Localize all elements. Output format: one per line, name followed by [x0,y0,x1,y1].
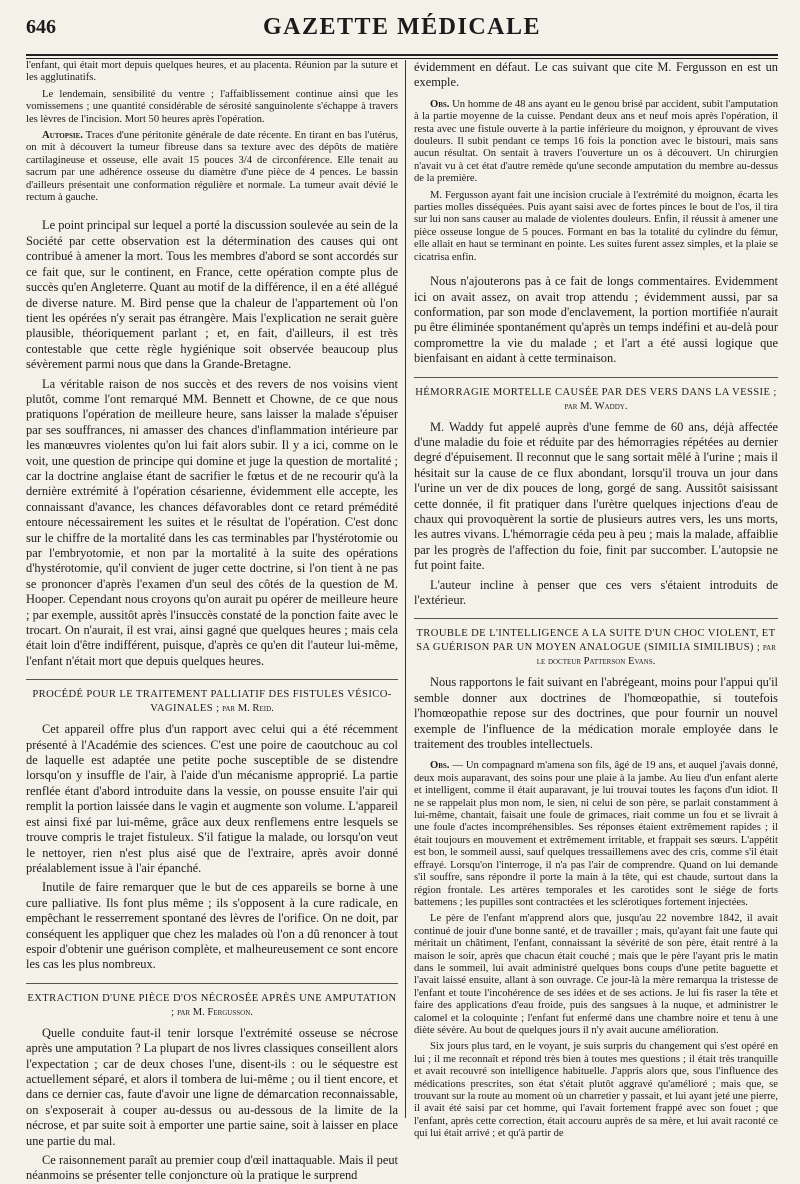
page-header [26,10,778,44]
paragraph: Le père de l'enfant m'apprend alors que, jusqu'au 22 novembre 1842, il avait continué de jouir d'une bonne santé, et de travailler ; mais, qu'ayant fait une faute qui méritait un châtiment, l'enfant, connaissant la sévérité de son père, était rentré à la maison le soir, après que chacun était couché ; mais que le père l'ayant pris le matin dans le sommeil, lui avait administré quelques bons coups d'une petite baguette et l'avait laissé ensuite, allant à son ouvrage. Ce jour-là la mère remarqua la tristesse de l'enfant et toute l'incohérence de ses idées et de ses actions. Je lui fis raser la tête et faire des applications d'eau froide, puis des sangsues à la nuque, et administrer le calomel et la coloquinte ; l'enfant fut enfermé dans une chambre noire et tenu à une diète sévère. Au bout de quelques jours il n'y avait aucune amélioration. [414,913,778,1036]
section-author: par M. Reid. [222,703,274,715]
paragraph: M. Waddy fut appelé auprès d'une femme de 60 ans, déjà affectée d'une maladie du foie et réduite par des hémorragies répétées au dernier degré d'épuisement. Il reconnut que le sang sortait mêlé à l'urine ; mais il hésitait sur la cause de ce flux abondant, lorsqu'il trouva un jour dans l'urine un ver de dix pouces de long, gorgé de sang. Aussitôt saisissant cette donnée, il fit pratiquer dans l'urètre quelques injections d'eau de chaux qui provoquèrent la sortie de plusieurs autres vers, les uns morts, les autres vivans. L'hémorragie céda peu à peu ; mais la malade, affaiblie par les progrès de l'affection du foie, finit par succomber. L'autopsie ne fut point faite. [414,419,778,573]
paragraph: l'enfant, qui était mort depuis quelques heures, et au placenta. Réunion par la suture et les agglutinatifs. [26,60,398,84]
paragraph [414,99,778,186]
section-title: PROCÉDÉ POUR LE TRAITEMENT PALLIATIF DES FISTULES VÉSICO-VAGINALES ; [32,689,392,715]
section-title: EXTRACTION D'UNE PIÈCE D'OS NÉCROSÉE APRÈS UNE AMPUTATION ; [27,992,397,1018]
paragraph: évidemment en défaut. Le cas suivant que cite M. Fergusson en est un exemple. [414,60,778,90]
section-title: TROUBLE DE L'INTELLIGENCE A LA SUITE D'UN CHOC VIOLENT, ET SA GUÉRISON PAR UN MOYEN ANALOGUE (SIMILIA SIMILIBUS) ; [416,628,776,654]
obs-label: Obs. [430,98,450,110]
autopsy-label: Autopsie. [42,130,83,142]
section-heading [26,983,398,1020]
right-column [414,60,779,1140]
paragraph: Quelle conduite faut-il tenir lorsque l'extrémité osseuse se nécrose après une amputation ? La plupart de nos livres classiques conseillent alors l'expectation ; car de deux choses l'une, disent-ils : ou le séquestre est actuellement séparé, et alors il tombera de lui-même ; ou il tient encore, et dans ce dernier cas, faute d'avoir une ligne de démarcation reconnaissable, on s'exposerait à couper au-dessus ou au-dessous de la limite de la nécrose, et par suite soit à emporter une partie saine, soit à laisser en place une partie du mal. [26,1025,398,1148]
paragraph: Inutile de faire remarquer que le but de ces appareils se borne à une cure palliative. Ils font plus même ; ils s'opposent à la cure radicale, en empêchant le resserrement spontané des lèvres de l'orifice. On ne doit, par conséquent les appliquer que chez les malades où l'on a dû renoncer à tout espoir d'obtenir une guérison complète, et malheureusement ce sont encore les cas les plus nombreux. [26,880,398,972]
paragraph: Le lendemain, sensibilité du ventre ; l'affaiblissement continue ainsi que les vomissemens ; une quantité considérable de sérosité sanguinolente s'échappe à travers les lèvres de l'incision. Mort 50 heures après l'opération. [26,88,398,125]
paragraph-text: Traces d'une péritonite générale de date récente. En tirant en bas l'utérus, on mit à découvert la tumeur fibreuse dans sa texture avec des dépôts de matière cartilagineuse et osseuse, elle avait 15 pouces 3/4 de circonférence. Elle tenait au sacrum par une adhérence osseuse du diamètre d'une pièce de 4 pences. Le bassin d'ailleurs présentait une conformation régulière et normale. La tumeur avait dévié le rectum à gauche. [26,130,398,204]
page-number: 646 [26,16,56,38]
header-rule [26,54,778,56]
paragraph: Ce raisonnement paraît au premier coup d'œil inattaquable. Mais il peut néanmoins se présenter telle conjoncture où la pratique le surprend [26,1153,398,1183]
column-divider [405,60,406,1118]
paragraph: Nous rapportons le fait suivant en l'abrégeant, moins pour l'appui qu'il semble donner aux doctrines de l'homœopathie, si toutefois l'homœopathie repose sur des doctrines, que pour fournir un nouvel exemple de l'influence de la médication morale employée dans le traitement des troubles intellectuels. [414,675,778,752]
publication-title: GAZETTE MÉDICALE [262,14,542,40]
paragraph: Six jours plus tard, en le voyant, je suis surpris du changement qui s'est opéré en lui ; il me reconnaît et répond très bien à toutes mes questions ; il était très tranquille et avait recouvré son intelligence habituelle. J'appris alors que, sous l'influence des médications prescrites, son état s'était plutôt aggravé qu'amélioré ; mais que, se trouvant sur la route au moment où un charretier y passait, et lui ayant jeté une pierre, il avait été saisi par cet homme, qui l'avait fortement frappé avec son fouet ; que l'enfant, après cette correction, était accouru auprès de sa mère, et lui avait raconté ce qui lui était arrivé ; et qu'à partir de [414,1041,778,1140]
header-rule-thin [26,58,778,59]
section-author: par M. Fergusson. [177,1006,253,1018]
paragraph: M. Fergusson ayant fait une incision cruciale à l'extrémité du moignon, écarta les parties molles disséquées. Puis ayant saisi avec de fortes pinces le bout de l'os, il tira sur lui non sans causer au malade de violentes douleurs. Enfin, il réussit à amener une pièce osseuse longue de 5 pouces. Formant en bas la totalité du cylindre du fémur, elle allait en haut se terminant en pointe. Les suites furent assez simples, et la plaie se cicatrisa enfin. [414,189,778,263]
section-heading [26,679,398,716]
section-author: par M. Waddy. [564,400,628,412]
paragraph: Le point principal sur lequel a porté la discussion soulevée au sein de la Société par cette observation est la détermination des causes qui ont contribué à amener la mort. Tous les membres d'abord se sont accordés sur ce fait que, sur le continent, en France, cette opération compte plus de succès qu'en Angleterre. Quant au motif de la différence, il en a été allégué de diverse nature. M. Bird pense que la chaleur de l'appartement où l'on tient les opérées n'y serait pas étrangère. Mais l'explication ne serait guère plausible, théoriquement parlant ; et, en fait, d'ailleurs, il est très contestable que cette règle hygiénique soit observée beaucoup plus sévèrement parmi nous que dans la Grande-Bretagne. [26,218,398,372]
paragraph: La véritable raison de nos succès et des revers de nos voisins vient plutôt, comme l'ont remarqué MM. Bennett et Chowne, de ce que nous pratiquons l'opération de meilleure heure, sans laisser la malade s'épuiser par ses souffrances, ni amasser des chances d'inflammation intérieure par les manœuvres violentes qu'on lui fait alors subir. Il y a ici, comme on le voit, une question de principe qui domine et juge la question de mortalité ; car la doctrine anglaise étant de sacrifier le fœtus et de ne recourir qu'à la dernière extrémité à l'opération césarienne, évidemment elle accepte, les connaissant d'avance, les chances défavorables dont ce retard prémédité entoure nécessairement les suites et le résultat de l'opération. C'est donc sur le chiffre de la mortalité dans les cas terminables par l'hystérotomie ou par l'embryotomie, et non par la mortalité à la suite des opérations d'hystérotomie, qu'il convient de juger cette doctrine, si l'on tient à ne pas se prononcer d'après l'examen d'un seul des côtés de la question de M. Hooper. Cependant nous croyons qu'on aurait pu opérer de meilleure heure ; par exemple, aussitôt après l'insuccès constaté de la ponction faite avec le trocart. On n'aurait, il est vrai, ainsi gagné que quelques heures ; mais cela était loin d'être indifférent, puisque, d'après ce qu'en dit l'auteur lui-même, l'enfant n'était mort que depuis quelques heures. [26,376,398,668]
paragraph: Cet appareil offre plus d'un rapport avec celui qui a été récemment présenté à l'Académie des sciences. C'est une poire de caoutchouc au col de laquelle est adaptée une petite poche susceptible de se distendre lorsqu'on y insuffle de l'air, à l'aide d'un mécanisme approprié. La partie renflée étant d'abord introduite dans la vessie, on pousse ensuite l'air qui remplit la portion laissée dans le vagin et augmente son volume. L'appareil est ainsi fixé par lui-même, grâce aux deux renflemens entre lesquels se trouve compris le trajet fistuleux. S'il fatigue la malade, ou lorsqu'on veut le nettoyer, rien n'est plus aisé que de l'extraire, après avoir donné préalablement issue à l'air épanché. [26,722,398,875]
left-column [26,60,398,1183]
paragraph: Nous n'ajouterons pas à ce fait de longs commentaires. Evidemment ici on avait assez, on avait trop attendu ; évidemment aussi, par sa conformation, par son mode d'enclavement, la portion mortifiée n'aurait pu être éliminée spontanément qu'après un temps indéfini et au-delà pour compromettre la vie du malade ; et l'art a été aussi logique que bienfaisant en aidant à cette terminaison. [414,274,778,366]
section-title: HÉMORRAGIE MORTELLE CAUSÉE PAR DES VERS DANS LA VESSIE ; [415,386,777,398]
section-heading [414,618,778,669]
paragraph [26,130,398,204]
paragraph: L'auteur incline à penser que ces vers s'étaient introduits de l'extérieur. [414,577,778,607]
section-heading [414,377,778,414]
paragraph [414,760,778,909]
paragraph-text: Un homme de 48 ans ayant eu le genou brisé par accident, subit l'amputation à la partie moyenne de la cuisse. Pendant deux ans et neuf mois après l'opération, il resta avec une fistule ouverte à la partie inférieure du moignon, y éprouvant de vives douleurs. Il subit pendant ce temps 16 fois la ponction avec le bistouri, mais sans aucun résultat. On sentait à travers l'ouverture un os à découvert. Un chirurgien n'avait vu à cet état d'autre remède qu'une seconde amputation du membre au-dessus de la première. [414,98,779,185]
paragraph-text: — Un compagnard m'amena son fils, âgé de 19 ans, et auquel j'avais donné, deux mois auparavant, des soins pour une plaie à la jambe. Au lieu d'un enfant alerte et intelligent, comme il était auparavant, je lui trouvai toutes les façons d'un idiot. Il ne se rappelait plus mon nom, le sien, ni celui de son père, se parlait constamment à lui-même, chantait, faisait une foule de grimaces, riait comme un fou et se livrait à une foule d'actes incompréhensibles. Ses réponses étaient extrêmement rapides ; il était toujours en mouvement et extrêmement irritable, et frappait ses sœurs. L'appétit est bon, le sommeil aussi, sauf quelques tressaillemens avec des cris, comme s'il était effrayé. Lorsqu'on l'interroge, il n'a pas l'air de comprendre. Quand on lui demande s'il souffre, sans répondre il porte la main à la tête, qui est chaude, surtout dans la région frontale. Les artères temporales et les carotides sont le siége de forts battemens ; les pupilles sont contractées et les sclérotiques fortement injectées. [414,760,778,908]
obs-label: Obs. [430,760,450,772]
section-author: par le docteur Patterson Evans. [536,642,776,668]
